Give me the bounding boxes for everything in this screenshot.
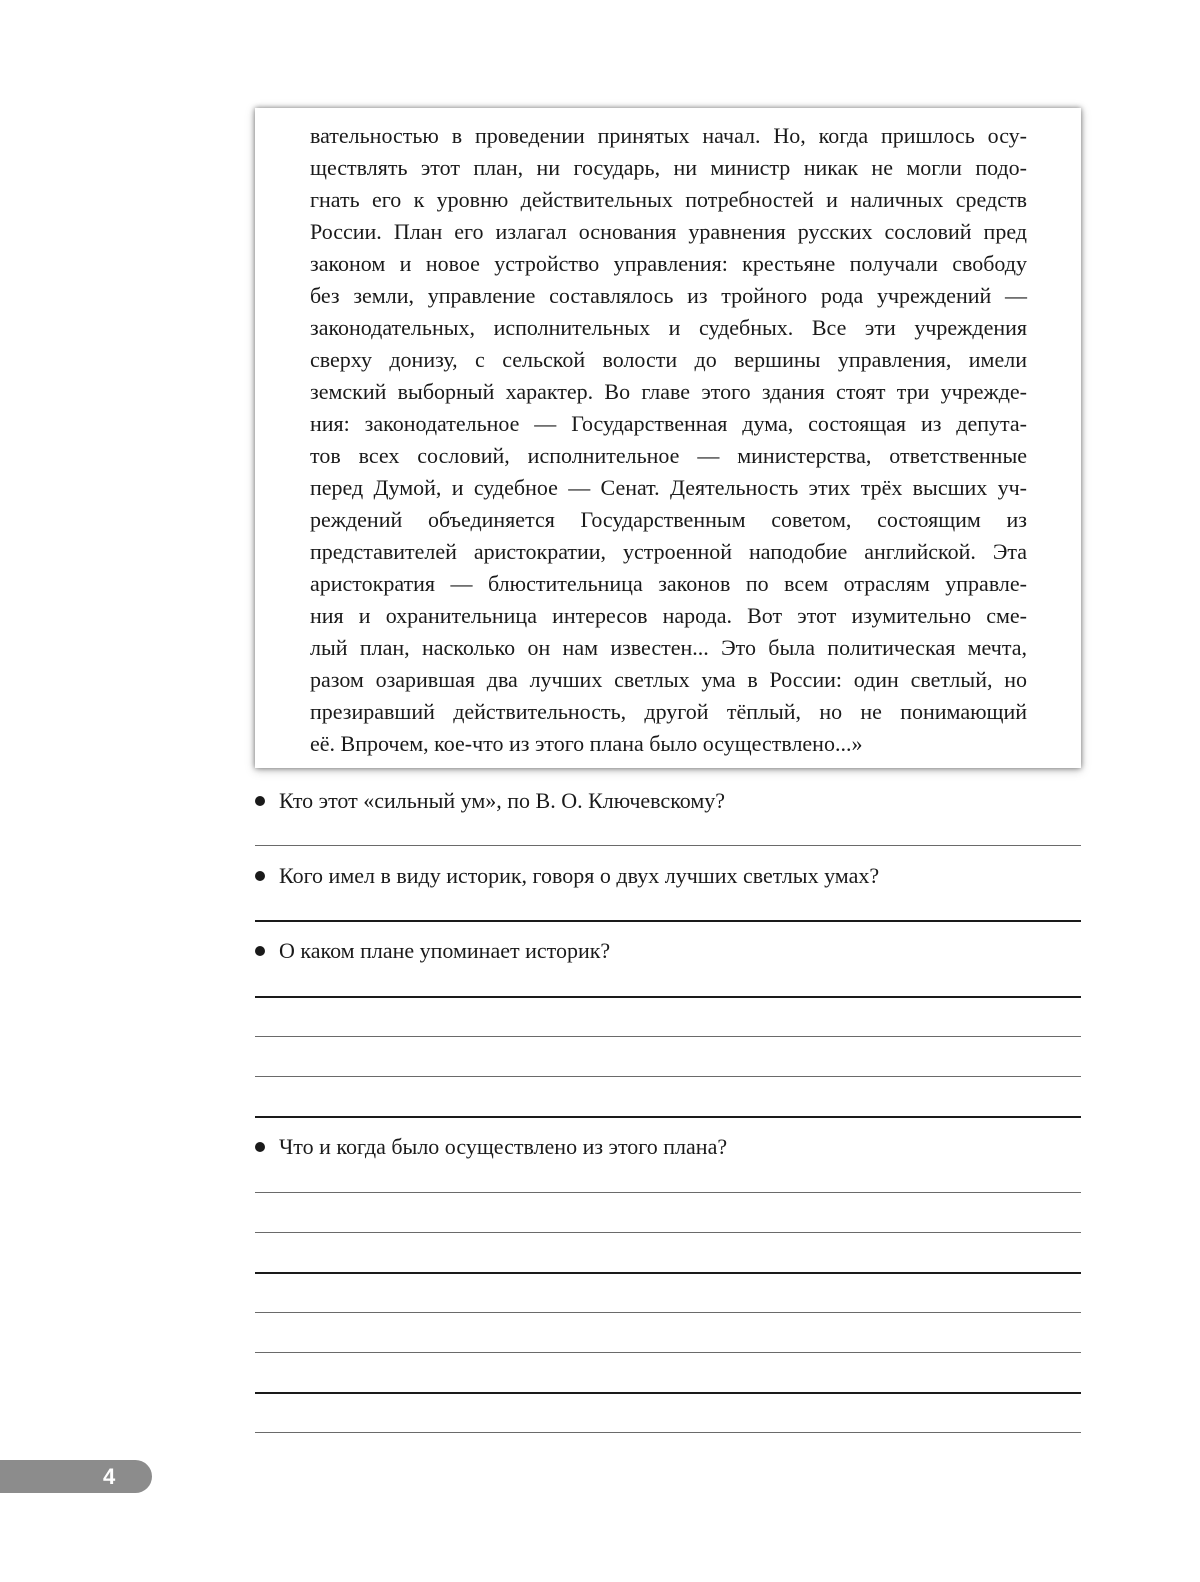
answer-line[interactable] [255, 1116, 1081, 1118]
answer-line[interactable] [255, 920, 1081, 922]
answer-line[interactable] [255, 1036, 1081, 1037]
quote-line: презиравший действительность, другой тёплый, но не понимающий [310, 699, 1027, 724]
answer-line[interactable] [255, 996, 1081, 998]
question-2-text: Кого имел в виду историк, говоря о двух лучших светлых умах? [279, 863, 880, 888]
quote-line: законом и новое устройство управления: крестьяне получали свободу [310, 251, 1027, 276]
answer-line[interactable] [255, 1192, 1081, 1193]
quote-line: ществлять этот план, ни государь, ни министр никак не могли подо- [310, 155, 1027, 180]
answer-line[interactable] [255, 845, 1081, 846]
quote-line: России. План его излагал основания уравнения русских сословий пред [310, 219, 1027, 244]
answer-line[interactable] [255, 1432, 1081, 1433]
quote-line: её. Впрочем, кое-что из этого плана было осуществлено...» [310, 731, 863, 756]
quote-line: представителей аристократии, устроенной наподобие английской. Эта [310, 539, 1027, 564]
quote-line: сверху донизу, с сельской волости до вершины управления, имели [310, 347, 1027, 372]
question-4-text: Что и когда было осуществлено из этого плана? [279, 1134, 728, 1159]
quote-line: аристократия — блюстительница законов по всем отраслям управле- [310, 571, 1027, 596]
question-4 [255, 1132, 727, 1162]
page-number-tab [0, 1460, 152, 1493]
quote-line: вательностью в проведении принятых начал. Но, когда пришлось осу- [310, 123, 1027, 148]
quote-line: без земли, управление составлялось из тройного рода учреждений — [310, 283, 1027, 308]
quote-line: разом озарившая два лучших светлых ума в России: один светлый, но [310, 667, 1027, 692]
page-number: 4 [103, 1464, 116, 1489]
quote-line: законодательных, исполнительных и судебных. Все эти учреждения [310, 315, 1027, 340]
bullet-icon [255, 796, 265, 806]
quote-line: гнать его к уровню действительных потребностей и наличных средств [310, 187, 1027, 212]
answer-line[interactable] [255, 1232, 1081, 1233]
question-2 [255, 861, 879, 891]
quote-line: земский выборный характер. Во главе этого здания стоят три учрежде- [310, 379, 1027, 404]
quote-line: тов всех сословий, исполнительное — министерства, ответственные [310, 443, 1027, 468]
answer-line[interactable] [255, 1312, 1081, 1313]
quote-line: ния и охранительница интересов народа. Вот этот изумительно сме- [310, 603, 1027, 628]
question-1 [255, 786, 725, 816]
quote-text [310, 120, 1027, 760]
quote-line: лый план, насколько он нам известен... Это была политическая мечта, [310, 635, 1027, 660]
question-3 [255, 936, 610, 966]
bullet-icon [255, 871, 265, 881]
answer-line[interactable] [255, 1076, 1081, 1077]
quote-line: ния: законодательное — Государственная дума, состоящая из депута- [310, 411, 1027, 436]
answer-line[interactable] [255, 1352, 1081, 1353]
quote-line: перед Думой, и судебное — Сенат. Деятельность этих трёх высших уч- [310, 475, 1027, 500]
answer-line[interactable] [255, 1392, 1081, 1394]
quote-line: реждений объединяется Государственным советом, состоящим из [310, 507, 1027, 532]
quote-box [255, 108, 1081, 768]
question-3-text: О каком плане упоминает историк? [279, 938, 611, 963]
bullet-icon [255, 1142, 265, 1152]
question-1-text: Кто этот «сильный ум», по В. О. Ключевскому? [279, 788, 726, 813]
answer-line[interactable] [255, 1272, 1081, 1274]
bullet-icon [255, 946, 265, 956]
